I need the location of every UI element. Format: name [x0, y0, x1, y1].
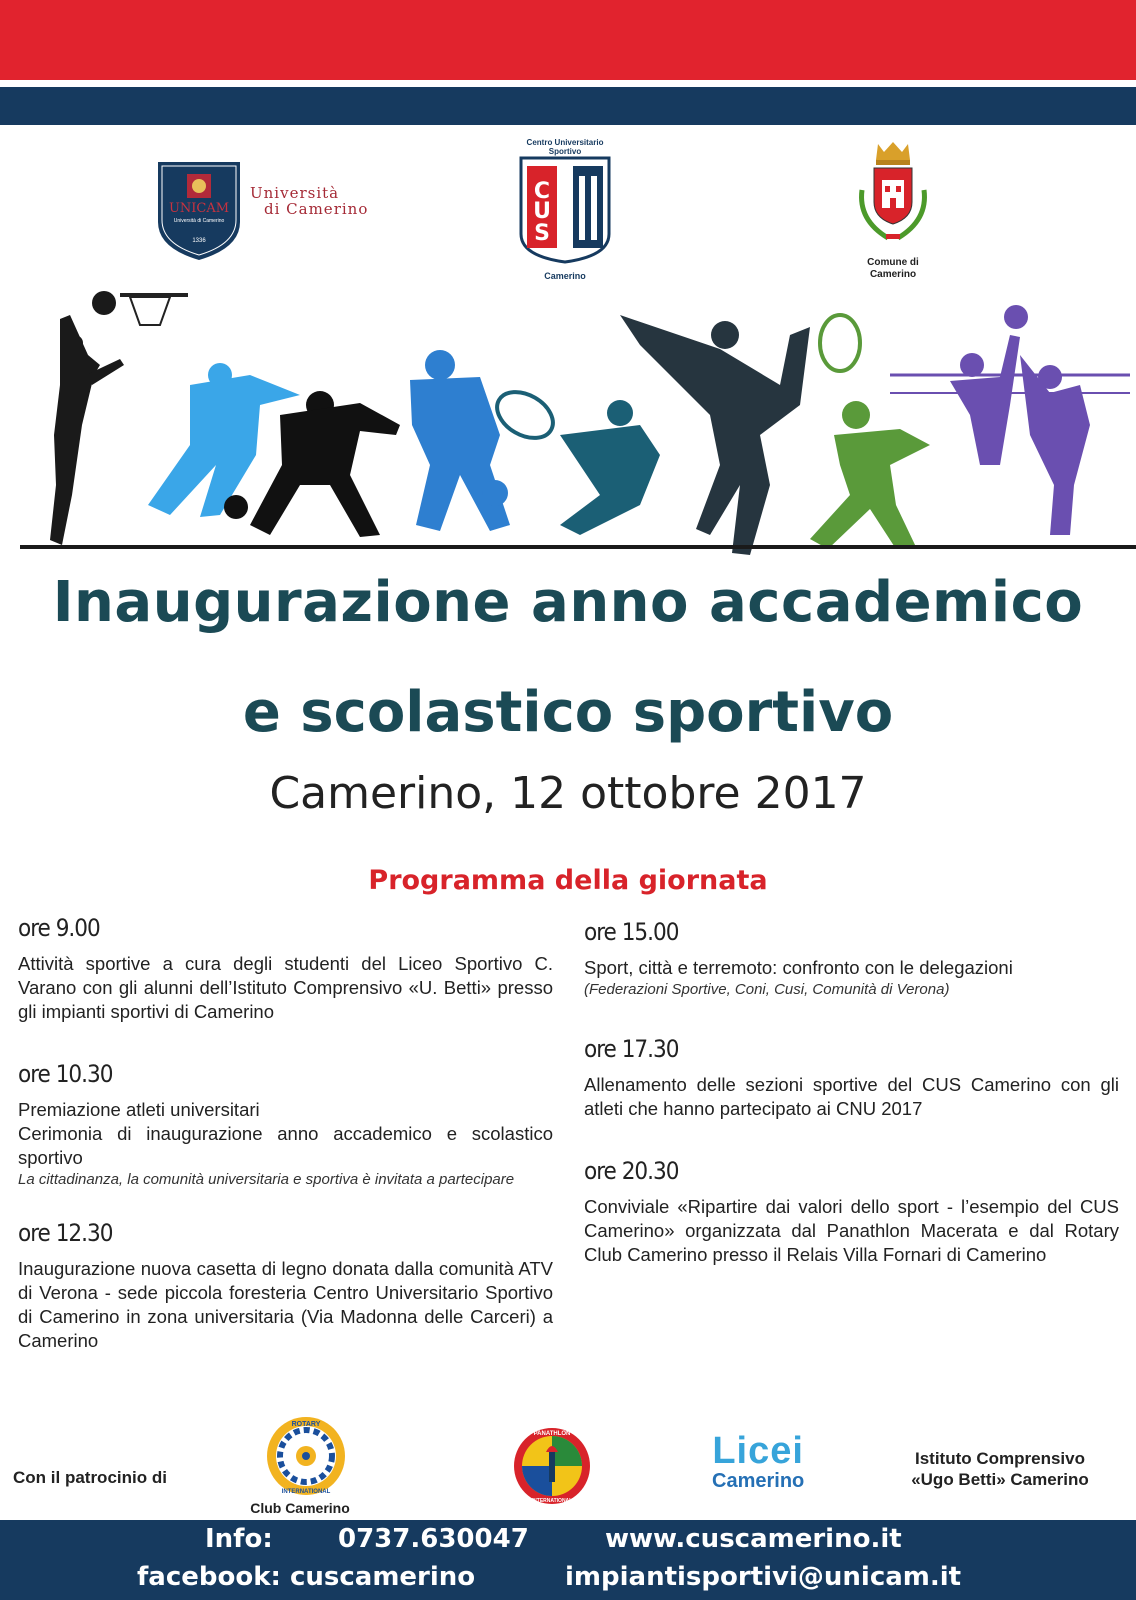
- unicam-shield-text: UNICAM: [168, 201, 230, 216]
- squash-player-silhouette: [810, 315, 930, 549]
- footer-band: [0, 1520, 1136, 1600]
- programma-heading: Programma della giornata: [368, 865, 768, 896]
- istituto-label: [895, 1448, 1105, 1490]
- schedule-time: ore 9.00: [18, 914, 100, 942]
- comune-line2: Camerino: [869, 269, 917, 280]
- schedule-desc: Inaugurazione nuova casetta di legno donata dalla comunità ATV di Verona - sede piccola foresteria Centro Universitario Sportivo di Camerino in zona universitaria (Via Madonna delle Carceri) a Camerino: [18, 1258, 553, 1351]
- schedule-note: La cittadinanza, la comunità universitaria e sportiva è invitata a partecipare: [18, 1171, 515, 1188]
- licei-line2: Camerino: [712, 1470, 805, 1492]
- unicam-wordmark: [250, 185, 368, 217]
- sports-silhouettes-banner: [20, 285, 1136, 565]
- panathlon-ring-bottom: INTERNATIONAL: [531, 1498, 573, 1504]
- schedule-desc: Conviviale «Ripartire dai valori dello sport - l’esempio del CUS Camerino» organizzata dal Panathlon Macerata e dal Rotary Club Camerino presso il Relais Villa Fornari di Camerino: [584, 1196, 1119, 1265]
- licei-line1: Licei: [712, 1430, 804, 1472]
- rotary-ring-bottom: INTERNATIONAL: [281, 1489, 331, 1495]
- cus-emblem: [515, 156, 615, 264]
- cus-logo: [515, 138, 615, 281]
- rotary-ring-top: ROTARY: [291, 1421, 321, 1428]
- schedule-item-2030: [584, 1155, 1119, 1267]
- comune-line1: Comune di: [867, 257, 919, 268]
- unicam-shield-sub: Università di Camerino: [173, 218, 225, 224]
- unicam-shield-year: 1336: [192, 238, 206, 244]
- date-subtitle: Camerino, 12 ottobre 2017: [269, 768, 867, 819]
- unicam-wordmark-line2: di Camerino: [264, 200, 369, 218]
- footer-facebook[interactable]: facebook: cuscamerino: [137, 1562, 476, 1592]
- schedule-time: ore 20.30: [584, 1157, 679, 1185]
- schedule-desc: Premiazione atleti universitari: [18, 1099, 260, 1120]
- schedule-time: ore 12.30: [18, 1219, 113, 1247]
- schedule-left-column: [18, 912, 553, 1353]
- footer-website[interactable]: www.cuscamerino.it: [605, 1524, 902, 1554]
- schedule-time: ore 17.30: [584, 1035, 679, 1063]
- schedule-item-1230: [18, 1217, 553, 1353]
- istituto-line1: Istituto Comprensivo: [914, 1449, 1085, 1468]
- cus-logo-city: Camerino: [544, 271, 586, 281]
- main-title-line2: e scolastico sportivo: [242, 680, 894, 745]
- rotary-logo: [265, 1415, 347, 1497]
- schedule-item-1030: [18, 1058, 553, 1189]
- volleyball-players-silhouette: [890, 305, 1130, 535]
- tennis-player-silhouette: [489, 383, 660, 535]
- footer-info-label: Info:: [205, 1524, 273, 1554]
- schedule-time: ore 10.30: [18, 1060, 113, 1088]
- schedule-desc: Attività sportive a cura degli studenti del Liceo Sportivo C. Varano con gli alunni dell’Istituto Comprensivo «U. Betti» presso gli impianti sportivi di Camerino: [18, 953, 553, 1022]
- istituto-line2: «Ugo Betti» Camerino: [911, 1470, 1089, 1489]
- schedule-time: ore 15.00: [584, 918, 679, 946]
- schedule-item-1500: [584, 916, 1119, 999]
- unicam-wordmark-line1: Università: [250, 184, 340, 202]
- svg-text:U: U: [533, 199, 551, 224]
- main-title-line1: Inaugurazione anno accademico: [52, 570, 1084, 635]
- schedule-note: (Federazioni Sportive, Coni, Cusi, Comunità di Verona): [584, 981, 950, 998]
- schedule-right-column: [584, 916, 1119, 1267]
- svg-text:S: S: [534, 221, 550, 246]
- svg-text:C: C: [533, 179, 551, 204]
- panathlon-ring: PANATHLON: [533, 1431, 571, 1437]
- top-navy-band: [0, 87, 1136, 125]
- football-player-silhouette: [410, 350, 510, 531]
- schedule-desc: Sport, città e terremoto: confronto con le delegazioni: [584, 957, 1013, 978]
- comune-logo: [848, 140, 938, 281]
- panathlon-logo: [512, 1426, 592, 1506]
- top-red-band: [0, 0, 1136, 80]
- comune-crest-icon: [848, 140, 938, 252]
- footer-email[interactable]: impiantisportivi@unicam.it: [565, 1562, 962, 1592]
- schedule-desc: Allenamento delle sezioni sportive del CUS Camerino con gli atleti che hanno partecipato ai CNU 2017: [584, 1074, 1119, 1119]
- footer-phone: 0737.630047: [338, 1524, 529, 1554]
- rotary-caption: Club Camerino: [250, 1500, 350, 1516]
- schedule-desc-2: Cerimonia di inaugurazione anno accademico e scolastico sportivo: [18, 1123, 553, 1168]
- unicam-shield-logo: [156, 160, 242, 262]
- cus-logo-caption: Centro Universitario Sportivo: [526, 138, 604, 156]
- gymnast-silhouette: [620, 315, 810, 555]
- licei-logo: [712, 1432, 804, 1492]
- patrocinio-label: Con il patrocinio di: [13, 1468, 167, 1487]
- schedule-item-1730: [584, 1033, 1119, 1121]
- schedule-item-0900: [18, 912, 553, 1024]
